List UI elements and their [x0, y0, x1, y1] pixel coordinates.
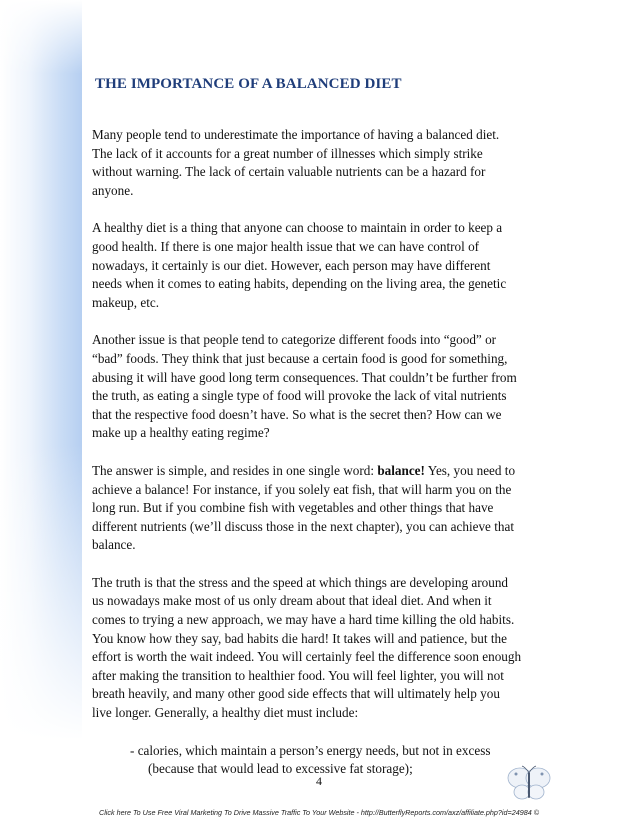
paragraph-intro: Many people tend to underestimate the importance of having a balanced diet. The lack of it accounts for a great number of illnesses which simply strike without warning. The lack of certain valuable nutrients can be a hazard for anyone. [92, 127, 500, 198]
list-item-calories: - calories, which maintain a person’s energy needs, but not in excess (because that would lead to excessive fat storage); [130, 742, 491, 777]
answer-text-before: The answer is simple, and resides in one single word: [92, 462, 378, 478]
paragraph-healthy-diet: A healthy diet is a thing that anyone can choose to maintain in order to keep a good health. If there is one major health issue that we can have control of nowadays, it certainly is our diet. However, each person may have different needs when it comes to eating habits, depending on the living area, the genetic makeup, etc. [92, 220, 507, 310]
butterfly-icon [504, 764, 554, 804]
paragraph-food-categories: Another issue is that people tend to categorize different foods into “good” or “bad” foods. They think that just because a certain food is good for something, abusing it will have good long term consequences. That couldn’t be further from the truth, as eating a single type of food will provoke the lack of vital nutrients that the respective food doesn’t have. So what is the secret then? How can we make up a healthy eating regime? [92, 332, 517, 441]
article-body [92, 126, 522, 779]
side-gradient-bar [0, 0, 82, 740]
answer-bold-word: balance! [377, 462, 425, 478]
footer-affiliate-link[interactable]: Click here To Use Free Viral Marketing To Drive Massive Traffic To Your Website - http://ButterflyReports.com/axz/affiliate.php?id=24984 © [99, 808, 539, 817]
paragraph-answer [92, 462, 522, 555]
paragraph-truth: The truth is that the stress and the speed at which things are developing around us nowadays make most of us only dream about that ideal diet. And when it comes to trying a new approach, we may have a hard time killing the old habits. You know how they say, bad habits die hard! It takes will and patience, but the effort is worth the wait indeed. You will certainly feel the difference soon enough after making the transition to healthier food. You will feel lighter, you will not breath heavily, and many other good side effects that will ultimately help you live longer. Generally, a healthy diet must include: [92, 574, 522, 721]
page-title: THE IMPORTANCE OF A BALANCED DIET [95, 76, 402, 92]
page-number: 4 [316, 774, 322, 788]
answer-text-after: Yes, you need to achieve a balance! For instance, if you solely eat fish, that will harm you on the long run. But if you combine fish with vegetables and other things that have different nutrients (we’ll discuss those in the next chapter), you can achieve that balance. [92, 462, 516, 553]
